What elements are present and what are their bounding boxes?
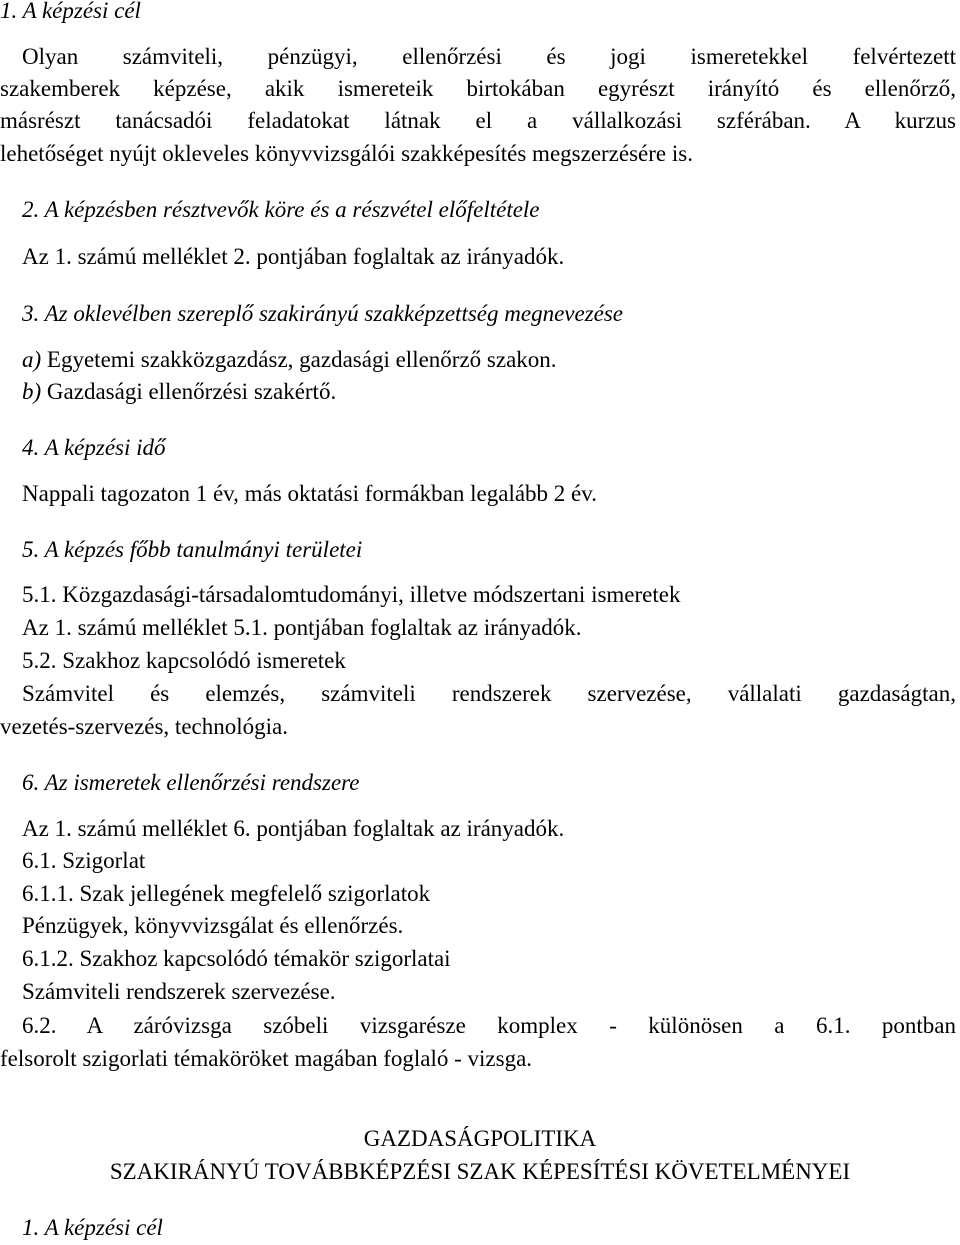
- section-6-1-2-text: Számviteli rendszerek szervezése.: [22, 979, 336, 1004]
- section-5-heading: 5. A képzés főbb tanulmányi területei: [22, 537, 363, 562]
- section-3-heading: 3. Az oklevélben szereplő szakirányú szakképzettség megnevezése: [22, 301, 624, 326]
- section-6-1-title: 6.1. Szigorlat: [22, 848, 146, 873]
- item-b-marker: b): [22, 379, 42, 404]
- section-6-heading: 6. Az ismeretek ellenőrzési rendszere: [22, 770, 360, 795]
- section-1-text-line: másrészt tanácsadói feladatokat látnak el a vállalkozási szférában. A kurzus: [0, 108, 956, 133]
- section-2-text: Az 1. számú melléklet 2. pontjában foglaltak az irányadók.: [22, 244, 565, 269]
- section-3-item-b: [22, 377, 336, 407]
- item-a-marker: a): [22, 347, 42, 372]
- section-6-1-1-text: Pénzügyek, könyvvizsgálat és ellenőrzés.: [22, 913, 404, 938]
- next-document-subtitle: SZAKIRÁNYÚ TOVÁBBKÉPZÉSI SZAK KÉPESÍTÉSI KÖVETELMÉNYEI: [109, 1159, 851, 1184]
- next-section-1-heading: 1. A képzési cél: [22, 1215, 163, 1240]
- section-5-2-text-line: vezetés-szervezés, technológia.: [0, 714, 288, 739]
- item-a-text: Egyetemi szakközgazdász, gazdasági ellenőrző szakon.: [41, 347, 557, 372]
- section-3-item-a: [22, 345, 557, 375]
- section-6-text: Az 1. számú melléklet 6. pontjában foglaltak az irányadók.: [22, 816, 565, 841]
- section-5-1-text: Az 1. számú melléklet 5.1. pontjában foglaltak az irányadók.: [22, 615, 582, 640]
- section-6-2-text-line: 6.2. A záróvizsga szóbeli vizsgarésze komplex - különösen a 6.1. pontban: [22, 1013, 956, 1038]
- section-6-1-2-title: 6.1.2. Szakhoz kapcsolódó témakör szigorlatai: [22, 946, 451, 971]
- next-document-title: GAZDASÁGPOLITIKA: [363, 1126, 597, 1151]
- section-1-heading: 1. A képzési cél: [0, 0, 141, 23]
- item-b-text: Gazdasági ellenőrzési szakértő.: [41, 379, 337, 404]
- section-6-2-text-line: felsorolt szigorlati témaköröket magában foglaló - vizsga.: [0, 1046, 533, 1071]
- section-6-1-1-title: 6.1.1. Szak jellegének megfelelő szigorlatok: [22, 881, 431, 906]
- section-1-text-line: lehetőséget nyújt okleveles könyvvizsgálói szakképesítés megszerzésére is.: [0, 141, 693, 166]
- section-1-text-line: Olyan számviteli, pénzügyi, ellenőrzési és jogi ismeretekkel felvértezett: [22, 44, 956, 69]
- section-5-2-text-line: Számvitel és elemzés, számviteli rendszerek szervezése, vállalati gazdaságtan,: [22, 681, 956, 706]
- section-2-heading: 2. A képzésben résztvevők köre és a részvétel előfeltétele: [22, 197, 540, 222]
- section-1-text-line: szakemberek képzése, akik ismereteik birtokában egyrészt irányító és ellenőrző,: [0, 76, 956, 101]
- section-4-heading: 4. A képzési idő: [22, 435, 166, 460]
- section-4-text: Nappali tagozaton 1 év, más oktatási formákban legalább 2 év.: [22, 481, 598, 506]
- section-5-2-title: 5.2. Szakhoz kapcsolódó ismeretek: [22, 648, 346, 673]
- section-5-1-title: 5.1. Közgazdasági-társadalomtudományi, illetve módszertani ismeretek: [22, 582, 681, 607]
